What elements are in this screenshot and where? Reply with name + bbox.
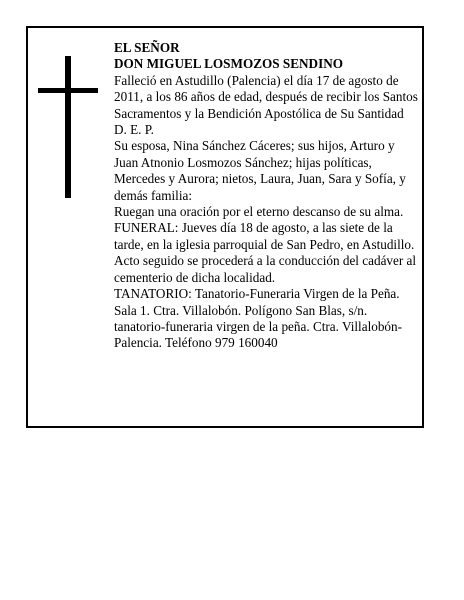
tanatorio-details: TANATORIO: Tanatorio-Funeraria Virgen de la Peña. Sala 1. Ctra. Villalobón. Polígono San Blas, s/n. tanatorio-funeraria virgen de la peña. Ctra. Villalobón-Palencia. Teléfono 979 160040 xyxy=(114,286,403,351)
cross-vertical-bar xyxy=(65,56,71,198)
death-details: Falleció en Astudillo (Palencia) el día 17 de agosto de 2011, a los 86 años de edad, después de recibir los Santos Sacramentos y la Bendición Apostólica de Su Santidad xyxy=(114,72,418,121)
cross-horizontal-bar xyxy=(38,88,98,93)
obituary-text xyxy=(114,40,418,352)
funeral-details: FUNERAL: Jueves día 18 de agosto, a las siete de la tarde, en la iglesia parroquial de San Pedro, en Astudillo. Acto seguido se procederá a la conducción del cadáver al cementerio de dicha localidad. xyxy=(114,220,417,285)
family-members: Su esposa, Nina Sánchez Cáceres; sus hijos, Arturo y Juan Atnonio Losmozos Sánchez; hijas políticas, Mercedes y Aurora; nietos, Laura, Juan, Sara y Sofía, y demás familia: xyxy=(114,138,406,203)
rest-in-peace: D. E. P. xyxy=(114,122,154,138)
obituary-notice xyxy=(26,26,424,428)
deceased-name: DON MIGUEL LOSMOZOS SENDINO xyxy=(114,56,343,72)
cross-icon xyxy=(38,56,98,198)
prayer-request: Ruegan una oración por el eterno descanso de su alma. xyxy=(114,204,404,220)
obituary-title: EL SEÑOR xyxy=(114,40,180,55)
